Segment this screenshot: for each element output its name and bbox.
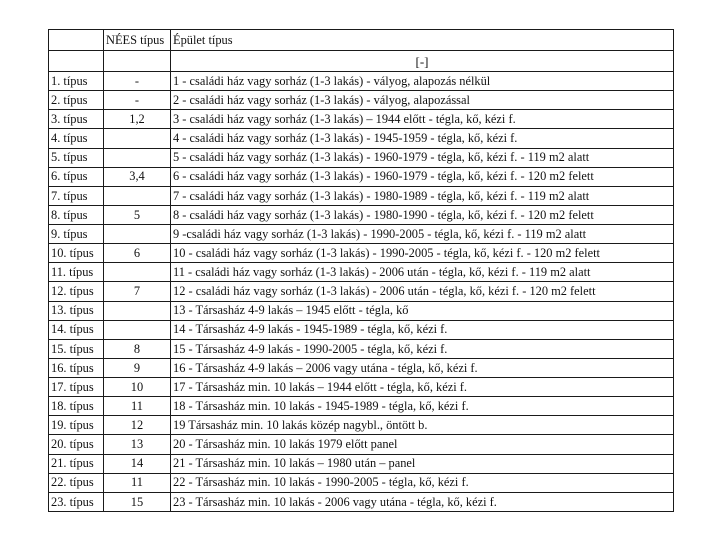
row-type-cell: 20. típus xyxy=(49,435,104,454)
row-nees-cell: 7 xyxy=(104,282,171,301)
row-description-cell: 22 - Társasház min. 10 lakás - 1990-2005 - tégla, kő, kézi f. xyxy=(171,473,674,492)
row-nees-cell: 12 xyxy=(104,416,171,435)
table-row xyxy=(49,148,674,167)
row-description-cell: 2 - családi ház vagy sorház (1-3 lakás) - vályog, alapozással xyxy=(171,91,674,110)
row-nees-cell: 6 xyxy=(104,244,171,263)
row-description-cell: 9 -családi ház vagy sorház (1-3 lakás) - 1990-2005 - tégla, kő, kézi f. - 119 m2 alatt xyxy=(171,225,674,244)
table-row xyxy=(49,282,674,301)
row-type-cell: 23. típus xyxy=(49,492,104,511)
row-type-cell: 16. típus xyxy=(49,358,104,377)
table-row xyxy=(49,186,674,205)
row-type-cell: 1. típus xyxy=(49,72,104,91)
row-type-cell: 9. típus xyxy=(49,225,104,244)
row-nees-cell xyxy=(104,129,171,148)
header-row xyxy=(49,30,674,51)
table-row xyxy=(49,473,674,492)
row-nees-cell xyxy=(104,320,171,339)
row-nees-cell: 15 xyxy=(104,492,171,511)
row-description-cell: 11 - családi ház vagy sorház (1-3 lakás) - 2006 után - tégla, kő, kézi f. - 119 m2 alatt xyxy=(171,263,674,282)
row-description-cell: 12 - családi ház vagy sorház (1-3 lakás) - 2006 után - tégla, kő, kézi f. - 120 m2 felett xyxy=(171,282,674,301)
row-description-cell: 8 - családi ház vagy sorház (1-3 lakás) - 1980-1990 - tégla, kő, kézi f. - 120 m2 felett xyxy=(171,205,674,224)
row-nees-cell: 1,2 xyxy=(104,110,171,129)
row-description-cell: 3 - családi ház vagy sorház (1-3 lakás) – 1944 előtt - tégla, kő, kézi f. xyxy=(171,110,674,129)
building-type-table xyxy=(48,29,674,512)
row-type-cell: 19. típus xyxy=(49,416,104,435)
row-type-cell: 6. típus xyxy=(49,167,104,186)
row-type-cell: 2. típus xyxy=(49,91,104,110)
table-row xyxy=(49,167,674,186)
row-description-cell: 16 - Társasház 4-9 lakás – 2006 vagy utána - tégla, kő, kézi f. xyxy=(171,358,674,377)
row-type-cell: 17. típus xyxy=(49,378,104,397)
row-type-cell: 22. típus xyxy=(49,473,104,492)
row-nees-cell: - xyxy=(104,91,171,110)
row-description-cell: 19 Társasház min. 10 lakás közép nagybl., öntött b. xyxy=(171,416,674,435)
row-type-cell: 8. típus xyxy=(49,205,104,224)
row-nees-cell xyxy=(104,148,171,167)
building-type-table-sheet xyxy=(48,29,673,512)
row-type-cell: 10. típus xyxy=(49,244,104,263)
row-description-cell: 14 - Társasház 4-9 lakás - 1945-1989 - tégla, kő, kézi f. xyxy=(171,320,674,339)
table-row xyxy=(49,301,674,320)
row-description-cell: 23 - Társasház min. 10 lakás - 2006 vagy utána - tégla, kő, kézi f. xyxy=(171,492,674,511)
row-description-cell: 1 - családi ház vagy sorház (1-3 lakás) - vályog, alapozás nélkül xyxy=(171,72,674,91)
table-row xyxy=(49,397,674,416)
row-type-cell: 3. típus xyxy=(49,110,104,129)
row-description-cell: 17 - Társasház min. 10 lakás – 1944 előtt - tégla, kő, kézi f. xyxy=(171,378,674,397)
table-row xyxy=(49,225,674,244)
row-description-cell: 20 - Társasház min. 10 lakás 1979 előtt panel xyxy=(171,435,674,454)
table-row xyxy=(49,110,674,129)
subheader-row xyxy=(49,51,674,72)
row-description-cell: 6 - családi ház vagy sorház (1-3 lakás) - 1960-1979 - tégla, kő, kézi f. - 120 m2 felett xyxy=(171,167,674,186)
header-cell-building: Épület típus xyxy=(171,30,674,51)
row-nees-cell: 11 xyxy=(104,473,171,492)
subheader-cell-blank-1 xyxy=(49,51,104,72)
table-row xyxy=(49,320,674,339)
row-type-cell: 11. típus xyxy=(49,263,104,282)
table-row xyxy=(49,492,674,511)
row-nees-cell: 13 xyxy=(104,435,171,454)
row-nees-cell: - xyxy=(104,72,171,91)
table-row xyxy=(49,378,674,397)
header-cell-nees: NÉES típus xyxy=(104,30,171,51)
row-type-cell: 7. típus xyxy=(49,186,104,205)
table-row xyxy=(49,72,674,91)
row-description-cell: 13 - Társasház 4-9 lakás – 1945 előtt - tégla, kő xyxy=(171,301,674,320)
row-nees-cell xyxy=(104,301,171,320)
header-cell-type xyxy=(49,30,104,51)
row-nees-cell: 14 xyxy=(104,454,171,473)
row-type-cell: 13. típus xyxy=(49,301,104,320)
row-description-cell: 21 - Társasház min. 10 lakás – 1980 után – panel xyxy=(171,454,674,473)
row-nees-cell: 9 xyxy=(104,358,171,377)
row-type-cell: 14. típus xyxy=(49,320,104,339)
table-row xyxy=(49,205,674,224)
row-description-cell: 10 - családi ház vagy sorház (1-3 lakás) - 1990-2005 - tégla, kő, kézi f. - 120 m2 felett xyxy=(171,244,674,263)
row-type-cell: 15. típus xyxy=(49,339,104,358)
row-description-cell: 4 - családi ház vagy sorház (1-3 lakás) - 1945-1959 - tégla, kő, kézi f. xyxy=(171,129,674,148)
row-nees-cell: 3,4 xyxy=(104,167,171,186)
table-row xyxy=(49,435,674,454)
row-type-cell: 21. típus xyxy=(49,454,104,473)
row-nees-cell: 5 xyxy=(104,205,171,224)
row-nees-cell: 10 xyxy=(104,378,171,397)
table-row xyxy=(49,129,674,148)
table-row xyxy=(49,339,674,358)
row-type-cell: 18. típus xyxy=(49,397,104,416)
row-nees-cell xyxy=(104,186,171,205)
table-row xyxy=(49,358,674,377)
row-nees-cell xyxy=(104,225,171,244)
table-row xyxy=(49,263,674,282)
row-nees-cell: 11 xyxy=(104,397,171,416)
row-description-cell: 18 - Társasház min. 10 lakás - 1945-1989 - tégla, kő, kézi f. xyxy=(171,397,674,416)
row-type-cell: 12. típus xyxy=(49,282,104,301)
row-description-cell: 15 - Társasház 4-9 lakás - 1990-2005 - tégla, kő, kézi f. xyxy=(171,339,674,358)
row-description-cell: 7 - családi ház vagy sorház (1-3 lakás) - 1980-1989 - tégla, kő, kézi f. - 119 m2 alatt xyxy=(171,186,674,205)
table-row xyxy=(49,244,674,263)
row-nees-cell xyxy=(104,263,171,282)
row-type-cell: 4. típus xyxy=(49,129,104,148)
table-row xyxy=(49,91,674,110)
row-type-cell: 5. típus xyxy=(49,148,104,167)
subheader-cell-blank-2 xyxy=(104,51,171,72)
row-nees-cell: 8 xyxy=(104,339,171,358)
table-row xyxy=(49,454,674,473)
table-row xyxy=(49,416,674,435)
subheader-unit: [-] xyxy=(171,51,674,72)
row-description-cell: 5 - családi ház vagy sorház (1-3 lakás) - 1960-1979 - tégla, kő, kézi f. - 119 m2 alatt xyxy=(171,148,674,167)
